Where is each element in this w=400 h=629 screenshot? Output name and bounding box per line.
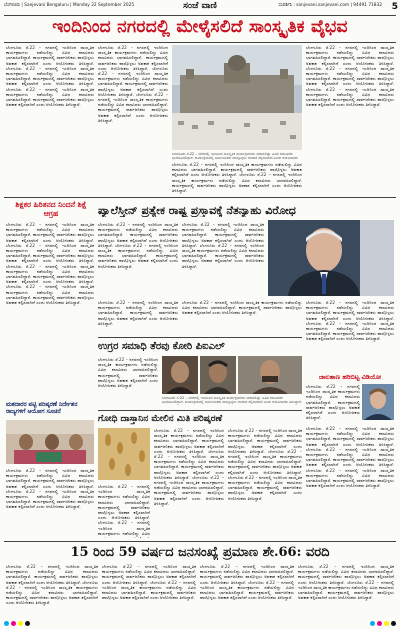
left-mid-text-1: ಬೆಂಗಳೂರು ಸೆ.22 – ನಗರದಲ್ಲಿ ಇಂದಿನಿಂದ ಸಾಂಸ್ಕೃತಿಕ ಕಾರ್ಯಕ್ರಮಗಳು ನಡೆಯಲಿದ್ದು ವಿವಿಧ ಕಲಾವಿದರು ಭಾಗವಹಿಸಲಿದ್ದಾರೆ. ಕಾರ್ಯಕ್ರಮದಲ್ಲಿ ಸಾರ್ವಜನಿಕರು ಪಾಲ್ಗೊಳ್ಳಲು ಅವಕಾಶ ಕಲ್ಪಿಸಲಾಗಿದೆ ಎಂದು ಆಯೋಜಕರು ತಿಳಿಸಿದ್ದಾರೆ. (6, 222, 94, 243)
lead-text-4c: ಬೆಂಗಳೂರು ಸೆ.22 – ನಗರದಲ್ಲಿ ಇಂದಿನಿಂದ ಸಾಂಸ್ಕೃತಿಕ ಕಾರ್ಯಕ್ರಮಗಳು ನಡೆಯಲಿದ್ದು ವಿವಿಧ ಕಲಾವಿದರು ಭಾಗವಹಿಸಲಿದ್ದಾರೆ. ಕಾರ್ಯಕ್ರಮದಲ್ಲಿ ಸಾರ್ವಜನಿಕರು ಪಾಲ್ಗೊಳ್ಳಲು ಅವಕಾಶ ಕಲ್ಪಿಸಲಾಗಿದೆ ಎಂದು ಆಯೋಜಕರು ತಿಳಿಸಿದ್ದಾರೆ. (306, 86, 394, 108)
section-rule-4 (4, 541, 396, 542)
face-2-illustration (200, 356, 236, 394)
bottom-text-2 (102, 564, 196, 618)
lead-text-3: ಬೆಂಗಳೂರು ಸೆ.22 – ನಗರದಲ್ಲಿ ಇಂದಿನಿಂದ ಸಾಂಸ್ಕೃತಿಕ ಕಾರ್ಯಕ್ರಮಗಳು ನಡೆಯಲಿದ್ದು ವಿವಿಧ ಕಲಾವಿದರು ಭಾಗವಹಿಸಲಿದ್ದಾರೆ. ಕಾರ್ಯಕ್ರಮದಲ್ಲಿ ಸಾರ್ವಜನಿಕರು ಪಾಲ್ಗೊಳ್ಳಲು ಅವಕಾಶ ಕಲ್ಪಿಸಲಾಗಿದೆ ಎಂದು ಆಯೋಜಕರು ತಿಳಿಸಿದ್ದಾರೆ. (172, 162, 302, 178)
cyan-mark (4, 621, 9, 626)
samadhi-photo-2 (200, 356, 236, 394)
right-low-text-2c: ಬೆಂಗಳೂರು ಸೆ.22 – ನಗರದಲ್ಲಿ ಇಂದಿನಿಂದ ಸಾಂಸ್ಕೃತಿಕ ಕಾರ್ಯಕ್ರಮಗಳು ನಡೆಯಲಿದ್ದು ವಿವಿಧ ಕಲಾವಿದರು ಭಾಗವಹಿಸಲಿದ್ದಾರೆ. ಕಾರ್ಯಕ್ರಮದಲ್ಲಿ ಸಾರ್ವಜನಿಕರು ಪಾಲ್ಗೊಳ್ಳಲು ಅವಕಾಶ ಕಲ್ಪಿಸಲಾಗಿದೆ ಎಂದು ಆಯೋಜಕರು ತಿಳಿಸಿದ್ದಾರೆ. (306, 467, 394, 489)
bottom-text-2a: ಬೆಂಗಳೂರು ಸೆ.22 – ನಗರದಲ್ಲಿ ಇಂದಿನಿಂದ ಸಾಂಸ್ಕೃತಿಕ ಕಾರ್ಯಕ್ರಮಗಳು ನಡೆಯಲಿದ್ದು ವಿವಿಧ ಕಲಾವಿದರು ಭಾಗವಹಿಸಲಿದ್ದಾರೆ. ಕಾರ್ಯಕ್ರಮದಲ್ಲಿ ಸಾರ್ವಜನಿಕರು ಪಾಲ್ಗೊಳ್ಳಲು ಅವಕಾಶ ಕಲ್ಪಿಸಲಾಗಿದೆ ಎಂದು ಆಯೋಜಕರು ತಿಳಿಸಿದ್ದಾರೆ. (102, 564, 196, 585)
palestine-text-2b: ಬೆಂಗಳೂರು ಸೆ.22 – ನಗರದಲ್ಲಿ ಇಂದಿನಿಂದ ಸಾಂಸ್ಕೃತಿಕ ಕಾರ್ಯಕ್ರಮಗಳು ನಡೆಯಲಿದ್ದು ವಿವಿಧ ಕಲಾವಿದರು ಭಾಗವಹಿಸಲಿದ್ದಾರೆ. ಕಾರ್ಯಕ್ರಮದಲ್ಲಿ ಸಾರ್ವಜನಿಕರು ಪಾಲ್ಗೊಳ್ಳಲು ಅವಕಾಶ ಕಲ್ಪಿಸಲಾಗಿದೆ ಎಂದು ಆಯೋಜಕರು ತಿಳಿಸಿದ್ದಾರೆ. (182, 242, 264, 269)
header-rule (4, 15, 396, 16)
godhi-text-1c: ಬೆಂಗಳೂರು ಸೆ.22 – ನಗರದಲ್ಲಿ ಇಂದಿನಿಂದ ಸಾಂಸ್ಕೃತಿಕ ಕಾರ್ಯಕ್ರಮಗಳು ನಡೆಯಲಿದ್ದು ವಿವಿಧ ಕಲಾವಿದರು ಭಾಗವಹಿಸಲಿದ್ದಾರೆ. ಕಾರ್ಯಕ್ರಮದಲ್ಲಿ ಸಾರ್ವಜನಿಕರು ಪಾಲ್ಗೊಳ್ಳಲು ಅವಕಾಶ ಕಲ್ಪಿಸಲಾಗಿದೆ ಎಂದು ಆಯೋಜಕರು ತಿಳಿಸಿದ್ದಾರೆ. (154, 474, 224, 506)
lead-story-text-col1 (6, 45, 94, 195)
palestine-text-col3 (182, 300, 302, 334)
samadhi-caption (162, 396, 302, 408)
right-low-photo (362, 384, 394, 420)
bottom-text-4a: ಬೆಂಗಳೂರು ಸೆ.22 – ನಗರದಲ್ಲಿ ಇಂದಿನಿಂದ ಸಾಂಸ್ಕೃತಿಕ ಕಾರ್ಯಕ್ರಮಗಳು ನಡೆಯಲಿದ್ದು ವಿವಿಧ ಕಲಾವಿದರು ಭಾಗವಹಿಸಲಿದ್ದಾರೆ. ಕಾರ್ಯಕ್ರಮದಲ್ಲಿ ಸಾರ್ವಜನಿಕರು ಪಾಲ್ಗೊಳ್ಳಲು ಅವಕಾಶ ಕಲ್ಪಿಸಲಾಗಿದೆ ಎಂದು ಆಯೋಜಕರು ತಿಳಿಸಿದ್ದಾರೆ. (298, 564, 394, 585)
godhi-text-3 (98, 484, 150, 538)
bottom-text-1a: ಬೆಂಗಳೂರು ಸೆ.22 – ನಗರದಲ್ಲಿ ಇಂದಿನಿಂದ ಸಾಂಸ್ಕೃತಿಕ ಕಾರ್ಯಕ್ರಮಗಳು ನಡೆಯಲಿದ್ದು ವಿವಿಧ ಕಲಾವಿದರು ಭಾಗವಹಿಸಲಿದ್ದಾರೆ. ಕಾರ್ಯಕ್ರಮದಲ್ಲಿ ಸಾರ್ವಜನಿಕರು ಪಾಲ್ಗೊಳ್ಳಲು ಅವಕಾಶ ಕಲ್ಪಿಸಲಾಗಿದೆ ಎಂದು ಆಯೋಜಕರು ತಿಳಿಸಿದ್ದಾರೆ. (6, 564, 98, 585)
palestine-headline: ಪ್ಯಾಲೆಸ್ತೀನ್ ಪ್ರತ್ಯೇಕ ರಾಷ್ಟ್ರ ಪ್ರಸ್ತಾವಕ್ಕೆ ನೆತನ್ಯಾಹು ವಿರೋಧ (98, 204, 296, 217)
wheat-photo (98, 428, 150, 480)
left-low-text-2: ಬೆಂಗಳೂರು ಸೆ.22 – ನಗರದಲ್ಲಿ ಇಂದಿನಿಂದ ಸಾಂಸ್ಕೃತಿಕ ಕಾರ್ಯಕ್ರಮಗಳು ನಡೆಯಲಿದ್ದು ವಿವಿಧ ಕಲಾವಿದರು ಭಾಗವಹಿಸಲಿದ್ದಾರೆ. ಕಾರ್ಯಕ್ರಮದಲ್ಲಿ ಸಾರ್ವಜನಿಕರು ಪಾಲ್ಗೊಳ್ಳಲು ಅವಕಾಶ ಕಲ್ಪಿಸಲಾಗಿದೆ ಎಂದು ಆಯೋಜಕರು ತಿಳಿಸಿದ್ದಾರೆ. (6, 488, 94, 510)
left-mid-headline: ಶಿಕ್ಷಕರ ಹಿರಿತನದ ನಿಂದನೆ ಶಿಕ್ಷೆ ಆಗ್ರಹ (15, 200, 87, 218)
godhi-text-3a: ಬೆಂಗಳೂರು ಸೆ.22 – ನಗರದಲ್ಲಿ ಇಂದಿನಿಂದ ಸಾಂಸ್ಕೃತಿಕ ಕಾರ್ಯಕ್ರಮಗಳು ನಡೆಯಲಿದ್ದು ವಿವಿಧ ಕಲಾವಿದರು ಭಾಗವಹಿಸಲಿದ್ದಾರೆ. ಕಾರ್ಯಕ್ರಮದಲ್ಲಿ ಸಾರ್ವಜನಿಕರು ಪಾಲ್ಗೊಳ್ಳಲು ಅವಕಾಶ ಕಲ್ಪಿಸಲಾಗಿದೆ ಎಂದು ಆಯೋಜಕರು ತಿಳಿಸಿದ್ದಾರೆ. (98, 484, 150, 521)
section-rule-2 (98, 337, 302, 338)
magenta-mark (11, 621, 16, 626)
lead-text-1b: ಬೆಂಗಳೂರು ಸೆ.22 – ನಗರದಲ್ಲಿ ಇಂದಿನಿಂದ ಸಾಂಸ್ಕೃತಿಕ ಕಾರ್ಯಕ್ರಮಗಳು ನಡೆಯಲಿದ್ದು ವಿವಿಧ ಕಲಾವಿದರು ಭಾಗವಹಿಸಲಿದ್ದಾರೆ. ಕಾರ್ಯಕ್ರಮದಲ್ಲಿ ಸಾರ್ವಜನಿಕರು ಪಾಲ್ಗೊಳ್ಳಲು ಅವಕಾಶ ಕಲ್ಪಿಸಲಾಗಿದೆ ಎಂದು ಆಯೋಜಕರು ತಿಳಿಸಿದ್ದಾರೆ. (6, 65, 94, 87)
banner-rule (4, 42, 396, 43)
yellow-mark (18, 621, 23, 626)
left-mid-text-2: ಬೆಂಗಳೂರು ಸೆ.22 – ನಗರದಲ್ಲಿ ಇಂದಿನಿಂದ ಸಾಂಸ್ಕೃತಿಕ ಕಾರ್ಯಕ್ರಮಗಳು ನಡೆಯಲಿದ್ದು ವಿವಿಧ ಕಲಾವಿದರು ಭಾಗವಹಿಸಲಿದ್ದಾರೆ. ಕಾರ್ಯಕ್ರಮದಲ್ಲಿ ಸಾರ್ವಜನಿಕರು ಪಾಲ್ಗೊಳ್ಳಲು ಅವಕಾಶ ಕಲ್ಪಿಸಲಾಗಿದೆ ಎಂದು ಆಯೋಜಕರು ತಿಳಿಸಿದ್ದಾರೆ. (6, 242, 94, 264)
bottom-text-4 (298, 564, 394, 618)
bottom-text-3b: ಬೆಂಗಳೂರು ಸೆ.22 – ನಗರದಲ್ಲಿ ಇಂದಿನಿಂದ ಸಾಂಸ್ಕೃತಿಕ ಕಾರ್ಯಕ್ರಮಗಳು ನಡೆಯಲಿದ್ದು ವಿವಿಧ ಕಲಾವಿದರು ಭಾಗವಹಿಸಲಿದ್ದಾರೆ. ಕಾರ್ಯಕ್ರಮದಲ್ಲಿ ಸಾರ್ವಜನಿಕರು ಪಾಲ್ಗೊಳ್ಳಲು ಅವಕಾಶ ಕಲ್ಪಿಸಲಾಗಿದೆ ಎಂದು ಆಯೋಜಕರು ತಿಳಿಸಿದ್ದಾರೆ. (200, 579, 294, 601)
samadhi-text (98, 357, 158, 407)
godhi-text-1 (154, 428, 224, 538)
portrait-illustration (268, 220, 394, 296)
palestine-text-col1b (98, 300, 178, 334)
palestine-text-4b: ಬೆಂಗಳೂರು ಸೆ.22 – ನಗರದಲ್ಲಿ ಇಂದಿನಿಂದ ಸಾಂಸ್ಕೃತಿಕ ಕಾರ್ಯಕ್ರಮಗಳು ನಡೆಯಲಿದ್ದು ವಿವಿಧ ಕಲಾವಿದರು ಭಾಗವಹಿಸಲಿದ್ದಾರೆ. ಕಾರ್ಯಕ್ರಮದಲ್ಲಿ ಸಾರ್ವಜನಿಕರು ಪಾಲ್ಗೊಳ್ಳಲು ಅವಕಾಶ ಕಲ್ಪಿಸಲಾಗಿದೆ ಎಂದು ಆಯೋಜಕರು ತಿಳಿಸಿದ್ದಾರೆ. (306, 320, 394, 342)
palestine-text-4: ಬೆಂಗಳೂರು ಸೆ.22 – ನಗರದಲ್ಲಿ ಇಂದಿನಿಂದ ಸಾಂಸ್ಕೃತಿಕ ಕಾರ್ಯಕ್ರಮಗಳು ನಡೆಯಲಿದ್ದು ವಿವಿಧ ಕಲಾವಿದರು ಭಾಗವಹಿಸಲಿದ್ದಾರೆ. ಕಾರ್ಯಕ್ರಮದಲ್ಲಿ ಸಾರ್ವಜನಿಕರು ಪಾಲ್ಗೊಳ್ಳಲು ಅವಕಾಶ ಕಲ್ಪಿಸಲಾಗಿದೆ ಎಂದು ಆಯೋಜಕರು ತಿಳಿಸಿದ್ದಾರೆ. (306, 300, 394, 321)
lead-text-2c: ಬೆಂಗಳೂರು ಸೆ.22 – ನಗರದಲ್ಲಿ ಇಂದಿನಿಂದ ಸಾಂಸ್ಕೃತಿಕ ಕಾರ್ಯಕ್ರಮಗಳು ನಡೆಯಲಿದ್ದು ವಿವಿಧ ಕಲಾವಿದರು ಭಾಗವಹಿಸಲಿದ್ದಾರೆ. ಕಾರ್ಯಕ್ರಮದಲ್ಲಿ ಸಾರ್ವಜನಿಕರು ಪಾಲ್ಗೊಳ್ಳಲು ಅವಕಾಶ ಕಲ್ಪಿಸಲಾಗಿದೆ ಎಂದು ಆಯೋಜಕರು ತಿಳಿಸಿದ್ದಾರೆ. (98, 91, 168, 123)
godhi-text-2a: ಬೆಂಗಳೂರು ಸೆ.22 – ನಗರದಲ್ಲಿ ಇಂದಿನಿಂದ ಸಾಂಸ್ಕೃತಿಕ ಕಾರ್ಯಕ್ರಮಗಳು ನಡೆಯಲಿದ್ದು ವಿವಿಧ ಕಲಾವಿದರು ಭಾಗವಹಿಸಲಿದ್ದಾರೆ. ಕಾರ್ಯಕ್ರಮದಲ್ಲಿ ಸಾರ್ವಜನಿಕರು ಪಾಲ್ಗೊಳ್ಳಲು ಅವಕಾಶ ಕಲ್ಪಿಸಲಾಗಿದೆ ಎಂದು ಆಯೋಜಕರು ತಿಳಿಸಿದ್ದಾರೆ. (228, 428, 302, 454)
godhi-headline: ಗೋಧಿ ದಾಸ್ತಾನಿನ ಮೇಲಿನ ಮಿತಿ ಪರಿಷ್ಕರಣೆ (98, 414, 223, 424)
palestine-text-3: ಬೆಂಗಳೂರು ಸೆ.22 – ನಗರದಲ್ಲಿ ಇಂದಿನಿಂದ ಸಾಂಸ್ಕೃತಿಕ ಕಾರ್ಯಕ್ರಮಗಳು ನಡೆಯಲಿದ್ದು ವಿವಿಧ ಕಲಾವಿದರು ಭಾಗವಹಿಸಲಿದ್ದಾರೆ. ಕಾರ್ಯಕ್ರಮದಲ್ಲಿ ಸಾರ್ವಜನಿಕರು ಪಾಲ್ಗೊಳ್ಳಲು ಅವಕಾಶ ಕಲ್ಪಿಸಲಾಗಿದೆ ಎಂದು ಆಯೋಜಕರು ತಿಳಿಸಿದ್ದಾರೆ. (182, 300, 302, 316)
lead-text-4: ಬೆಂಗಳೂರು ಸೆ.22 – ನಗರದಲ್ಲಿ ಇಂದಿನಿಂದ ಸಾಂಸ್ಕೃತಿಕ ಕಾರ್ಯಕ್ರಮಗಳು ನಡೆಯಲಿದ್ದು ವಿವಿಧ ಕಲಾವಿದರು ಭಾಗವಹಿಸಲಿದ್ದಾರೆ. ಕಾರ್ಯಕ್ರಮದಲ್ಲಿ ಸಾರ್ವಜನಿಕರು ಪಾಲ್ಗೊಳ್ಳಲು ಅವಕಾಶ ಕಲ್ಪಿಸಲಾಗಿದೆ ಎಂದು ಆಯೋಜಕರು ತಿಳಿಸಿದ್ದಾರೆ. (306, 45, 394, 66)
bottom-text-3a: ಬೆಂಗಳೂರು ಸೆ.22 – ನಗರದಲ್ಲಿ ಇಂದಿನಿಂದ ಸಾಂಸ್ಕೃತಿಕ ಕಾರ್ಯಕ್ರಮಗಳು ನಡೆಯಲಿದ್ದು ವಿವಿಧ ಕಲಾವಿದರು ಭಾಗವಹಿಸಲಿದ್ದಾರೆ. ಕಾರ್ಯಕ್ರಮದಲ್ಲಿ ಸಾರ್ವಜನಿಕರು ಪಾಲ್ಗೊಳ್ಳಲು ಅವಕಾಶ ಕಲ್ಪಿಸಲಾಗಿದೆ ಎಂದು ಆಯೋಜಕರು ತಿಳಿಸಿದ್ದಾರೆ. (200, 564, 294, 585)
palestine-text-col2 (182, 222, 264, 298)
left-mid-text (6, 222, 94, 398)
lead-text-3b: ಬೆಂಗಳೂರು ಸೆ.22 – ನಗರದಲ್ಲಿ ಇಂದಿನಿಂದ ಸಾಂಸ್ಕೃತಿಕ ಕಾರ್ಯಕ್ರಮಗಳು ನಡೆಯಲಿದ್ದು ವಿವಿಧ ಕಲಾವಿದರು ಭಾಗವಹಿಸಲಿದ್ದಾರೆ. ಕಾರ್ಯಕ್ರಮದಲ್ಲಿ ಸಾರ್ವಜನಿಕರು ಪಾಲ್ಗೊಳ್ಳಲು ಅವಕಾಶ ಕಲ್ಪಿಸಲಾಗಿದೆ ಎಂದು ಆಯೋಜಕರು ತಿಳಿಸಿದ್ದಾರೆ. (172, 172, 302, 194)
godhi-text-2 (228, 428, 302, 538)
face-4-illustration (362, 384, 394, 420)
masthead: ಸಂಜೆ ವಾಣಿ (183, 1, 217, 11)
godhi-text-3b: ಬೆಂಗಳೂರು ಸೆ.22 – ನಗರದಲ್ಲಿ ಇಂದಿನಿಂದ ಸಾಂಸ್ಕೃತಿಕ ಕಾರ್ಯಕ್ರಮಗಳು ನಡೆಯಲಿದ್ದು ವಿವಿಧ (98, 520, 150, 536)
bottom-text-1 (6, 564, 98, 618)
section-rule-1 (4, 197, 396, 198)
lead-story-text-col2 (98, 45, 168, 195)
lead-text-2: ಬೆಂಗಳೂರು ಸೆ.22 – ನಗರದಲ್ಲಿ ಇಂದಿನಿಂದ ಸಾಂಸ್ಕೃತಿಕ ಕಾರ್ಯಕ್ರಮಗಳು ನಡೆಯಲಿದ್ದು ವಿವಿಧ ಕಲಾವಿದರು ಭಾಗವಹಿಸಲಿದ್ದಾರೆ. ಕಾರ್ಯಕ್ರಮದಲ್ಲಿ ಸಾರ್ವಜನಿಕರು ಪಾಲ್ಗೊಳ್ಳಲು ಅವಕಾಶ ಕಲ್ಪಿಸಲಾಗಿದೆ ಎಂದು ಆಯೋಜಕರು ತಿಳಿಸಿದ್ದಾರೆ. (98, 45, 168, 71)
black-mark (25, 621, 30, 626)
right-low-text-2 (306, 426, 394, 538)
palestine-text-2: ಬೆಂಗಳೂರು ಸೆ.22 – ನಗರದಲ್ಲಿ ಇಂದಿನಿಂದ ಸಾಂಸ್ಕೃತಿಕ ಕಾರ್ಯಕ್ರಮಗಳು ನಡೆಯಲಿದ್ದು ವಿವಿಧ ಕಲಾವಿದರು ಭಾಗವಹಿಸಲಿದ್ದಾರೆ. ಕಾರ್ಯಕ್ರಮದಲ್ಲಿ ಸಾರ್ವಜನಿಕರು ಪಾಲ್ಗೊಳ್ಳಲು ಅವಕಾಶ ಕಲ್ಪಿಸಲಾಗಿದೆ ಎಂದು ಆಯೋಜಕರು ತಿಳಿಸಿದ್ದಾರೆ. (182, 222, 264, 248)
yellow-mark-right (384, 621, 389, 626)
samadhi-text-1: ಬೆಂಗಳೂರು ಸೆ.22 – ನಗರದಲ್ಲಿ ಇಂದಿನಿಂದ ಸಾಂಸ್ಕೃತಿಕ ಕಾರ್ಯಕ್ರಮಗಳು ನಡೆಯಲಿದ್ದು ವಿವಿಧ ಕಲಾವಿದರು ಭಾಗವಹಿಸಲಿದ್ದಾರೆ. ಕಾರ್ಯಕ್ರಮದಲ್ಲಿ ಸಾರ್ವಜನಿಕರು ಪಾಲ್ಗೊಳ್ಳಲು ಅವಕಾಶ ಕಲ್ಪಿಸಲಾಗಿದೆ ಎಂದು ಆಯೋಜಕರು ತಿಳಿಸಿದ್ದಾರೆ. (98, 357, 158, 389)
samadhi-caption-text: ಬೆಂಗಳೂರು ಸೆ.22 – ನಗರದಲ್ಲಿ ಇಂದಿನಿಂದ ಸಾಂಸ್ಕೃತಿಕ ಕಾರ್ಯಕ್ರಮಗಳು ನಡೆಯಲಿದ್ದು ವಿವಿಧ ಕಲಾವಿದರು ಭಾಗವಹಿಸಲಿದ್ದಾರೆ. ಕಾರ್ಯಕ್ರಮದಲ್ಲಿ ಸಾರ್ವಜನಿಕರು ಪಾಲ್ಗೊಳ್ಳಲು ಅವಕಾಶ ಕಲ್ಪಿಸಲಾಗಿದೆ ಎಂದು ಆಯೋಜಕರು ತಿಳಿಸಿದ್ದಾರೆ. (162, 396, 302, 405)
left-mid-text-3: ಬೆಂಗಳೂರು ಸೆ.22 – ನಗರದಲ್ಲಿ ಇಂದಿನಿಂದ ಸಾಂಸ್ಕೃತಿಕ ಕಾರ್ಯಕ್ರಮಗಳು ನಡೆಯಲಿದ್ದು ವಿವಿಧ ಕಲಾವಿದರು ಭಾಗವಹಿಸಲಿದ್ದಾರೆ. ಕಾರ್ಯಕ್ರಮದಲ್ಲಿ ಸಾರ್ವಜನಿಕರು ಪಾಲ್ಗೊಳ್ಳಲು ಅವಕಾಶ ಕಲ್ಪಿಸಲಾಗಿದೆ ಎಂದು ಆಯೋಜಕರು ತಿಳಿಸಿದ್ದಾರೆ. (6, 263, 94, 285)
right-low-text-1 (306, 384, 360, 424)
section-rule-3 (98, 410, 302, 411)
left-low-text (6, 468, 94, 538)
godhi-text-2b: ಬೆಂಗಳೂರು ಸೆ.22 – ನಗರದಲ್ಲಿ ಇಂದಿನಿಂದ ಸಾಂಸ್ಕೃತಿಕ ಕಾರ್ಯಕ್ರಮಗಳು ನಡೆಯಲಿದ್ದು ವಿವಿಧ ಕಲಾವಿದರು ಭಾಗವಹಿಸಲಿದ್ದಾರೆ. ಕಾರ್ಯಕ್ರಮದಲ್ಲಿ ಸಾರ್ವಜನಿಕರು ಪಾಲ್ಗೊಳ್ಳಲು ಅವಕಾಶ ಕಲ್ಪಿಸಲಾಗಿದೆ ಎಂದು ಆಯೋಜಕರು ತಿಳಿಸಿದ್ದಾರೆ. (228, 448, 302, 475)
header-left-text: ಬೆಂಗಳೂರು | Sanjevani Bengaluru | Monday 22 September 2025 (4, 3, 135, 8)
right-low-headline: ಜಾಲತಾಣ ಹರಿಬಿಟ್ಟ ವಿಡಿಯೋ (318, 373, 382, 381)
voter-list-photo (6, 420, 94, 464)
right-low-text-2b: ಬೆಂಗಳೂರು ಸೆ.22 – ನಗರದಲ್ಲಿ ಇಂದಿನಿಂದ ಸಾಂಸ್ಕೃತಿಕ ಕಾರ್ಯಕ್ರಮಗಳು ನಡೆಯಲಿದ್ದು ವಿವಿಧ ಕಲಾವಿದರು ಭಾಗವಹಿಸಲಿದ್ದಾರೆ. ಕಾರ್ಯಕ್ರಮದಲ್ಲಿ ಸಾರ್ವಜನಿಕರು ಪಾಲ್ಗೊಳ್ಳಲು ಅವಕಾಶ ಕಲ್ಪಿಸಲಾಗಿದೆ ಎಂದು ಆಯೋಜಕರು ತಿಳಿಸಿದ್ದಾರೆ. (306, 446, 394, 468)
palace-photo (172, 45, 302, 150)
godhi-text-1b: ಬೆಂಗಳೂರು ಸೆ.22 – ನಗರದಲ್ಲಿ ಇಂದಿನಿಂದ ಸಾಂಸ್ಕೃತಿಕ ಕಾರ್ಯಕ್ರಮಗಳು ನಡೆಯಲಿದ್ದು ವಿವಿಧ ಕಲಾವಿದರು ಭಾಗವಹಿಸಲಿದ್ದಾರೆ. ಕಾರ್ಯಕ್ರಮದಲ್ಲಿ ಸಾರ್ವಜನಿಕರು ಪಾಲ್ಗೊಳ್ಳಲು ಅವಕಾಶ ಕಲ್ಪಿಸಲಾಗಿದೆ ಎಂದು ಆಯೋಜಕರು ತಿಳಿಸಿದ್ದಾರೆ. (154, 448, 224, 480)
palace-caption-text: ಬೆಂಗಳೂರು ಸೆ.22 – ನಗರದಲ್ಲಿ ಇಂದಿನಿಂದ ಸಾಂಸ್ಕೃತಿಕ ಕಾರ್ಯಕ್ರಮಗಳು ನಡೆಯಲಿದ್ದು ವಿವಿಧ ಕಲಾವಿದರು ಭಾಗವಹಿಸಲಿದ್ದಾರೆ. ಕಾರ್ಯಕ್ರಮದಲ್ಲಿ ಸಾರ್ವಜನಿಕರು ಪಾಲ್ಗೊಳ್ಳಲು ಅವಕಾಶ ಕಲ್ಪಿಸಲಾಗಿದೆ ಎಂದು ಆಯೋಜಕರು (172, 152, 298, 160)
magenta-mark-right (377, 621, 382, 626)
lead-story-text-col4 (306, 45, 394, 195)
bottom-text-3 (200, 564, 294, 618)
face-3-illustration (238, 356, 302, 394)
page-number: 5 (391, 2, 398, 12)
registration-marks (4, 621, 396, 627)
samadhi-photo-3 (238, 356, 302, 394)
palestine-text-1b: ಬೆಂಗಳೂರು ಸೆ.22 – ನಗರದಲ್ಲಿ ಇಂದಿನಿಂದ ಸಾಂಸ್ಕೃತಿಕ ಕಾರ್ಯಕ್ರಮಗಳು ನಡೆಯಲಿದ್ದು ವಿವಿಧ ಕಲಾವಿದರು ಭಾಗವಹಿಸಲಿದ್ದಾರೆ. ಕಾರ್ಯಕ್ರಮದಲ್ಲಿ ಸಾರ್ವಜನಿಕರು ಪಾಲ್ಗೊಳ್ಳಲು ಅವಕಾಶ ಕಲ್ಪಿಸಲಾಗಿದೆ ಎಂದು ಆಯೋಜಕರು ತಿಳಿಸಿದ್ದಾರೆ. (98, 242, 178, 269)
palace-illustration (172, 45, 302, 150)
palestine-text-1: ಬೆಂಗಳೂರು ಸೆ.22 – ನಗರದಲ್ಲಿ ಇಂದಿನಿಂದ ಸಾಂಸ್ಕೃತಿಕ ಕಾರ್ಯಕ್ರಮಗಳು ನಡೆಯಲಿದ್ದು ವಿವಿಧ ಕಲಾವಿದರು ಭಾಗವಹಿಸಲಿದ್ದಾರೆ. ಕಾರ್ಯಕ್ರಮದಲ್ಲಿ ಸಾರ್ವಜನಿಕರು ಪಾಲ್ಗೊಳ್ಳಲು ಅವಕಾಶ ಕಲ್ಪಿಸಲಾಗಿದೆ ಎಂದು ಆಯೋಜಕರು ತಿಳಿಸಿದ್ದಾರೆ. (98, 222, 178, 248)
palestine-text-col4 (306, 300, 394, 370)
cyan-mark-right (370, 621, 375, 626)
left-low-headline: ಮತದಾರರ ಪಟ್ಟಿ ಪರಿಷ್ಕರಣೆ ನಿರ್ದೇಶನ ರಾಜ್ಯಗಳಿಗೆ ಆಯೋಗ ಸೂಚನೆ (6, 402, 78, 416)
bottom-headline: 15 ರಿಂದ 59 ವರ್ಷದ ಜನಸಂಖ್ಯೆ ಪ್ರಮಾಣ ಶೇ.66: ವರದಿ (70, 545, 330, 560)
palestine-text-col1 (98, 222, 178, 298)
left-low-text-1: ಬೆಂಗಳೂರು ಸೆ.22 – ನಗರದಲ್ಲಿ ಇಂದಿನಿಂದ ಸಾಂಸ್ಕೃತಿಕ ಕಾರ್ಯಕ್ರಮಗಳು ನಡೆಯಲಿದ್ದು ವಿವಿಧ ಕಲಾವಿದರು ಭಾಗವಹಿಸಲಿದ್ದಾರೆ. ಕಾರ್ಯಕ್ರಮದಲ್ಲಿ ಸಾರ್ವಜನಿಕರು ಪಾಲ್ಗೊಳ್ಳಲು ಅವಕಾಶ ಕಲ್ಪಿಸಲಾಗಿದೆ ಎಂದು ಆಯೋಜಕರು ತಿಳಿಸಿದ್ದಾರೆ. (6, 468, 94, 489)
wheat-illustration (98, 428, 150, 480)
samadhi-photo-1 (162, 356, 198, 394)
palace-caption (172, 152, 302, 160)
bottom-text-2b: ಬೆಂಗಳೂರು ಸೆ.22 – ನಗರದಲ್ಲಿ ಇಂದಿನಿಂದ ಸಾಂಸ್ಕೃತಿಕ ಕಾರ್ಯಕ್ರಮಗಳು ನಡೆಯಲಿದ್ದು ವಿವಿಧ ಕಲಾವಿದರು ಭಾಗವಹಿಸಲಿದ್ದಾರೆ. ಕಾರ್ಯಕ್ರಮದಲ್ಲಿ ಸಾರ್ವಜನಿಕರು ಪಾಲ್ಗೊಳ್ಳಲು ಅವಕಾಶ ಕಲ್ಪಿಸಲಾಗಿದೆ ಎಂದು ಆಯೋಜಕರು ತಿಳಿಸಿದ್ದಾರೆ. (102, 579, 196, 601)
lead-text-1: ಬೆಂಗಳೂರು ಸೆ.22 – ನಗರದಲ್ಲಿ ಇಂದಿನಿಂದ ಸಾಂಸ್ಕೃತಿಕ ಕಾರ್ಯಕ್ರಮಗಳು ನಡೆಯಲಿದ್ದು ವಿವಿಧ ಕಲಾವಿದರು ಭಾಗವಹಿಸಲಿದ್ದಾರೆ. ಕಾರ್ಯಕ್ರಮದಲ್ಲಿ ಸಾರ್ವಜನಿಕರು ಪಾಲ್ಗೊಳ್ಳಲು ಅವಕಾಶ ಕಲ್ಪಿಸಲಾಗಿದೆ ಎಂದು ಆಯೋಜಕರು ತಿಳಿಸಿದ್ದಾರೆ. (6, 45, 94, 66)
voters-illustration (6, 420, 94, 464)
right-low-text-1a: ಬೆಂಗಳೂರು ಸೆ.22 – ನಗರದಲ್ಲಿ ಇಂದಿನಿಂದ ಸಾಂಸ್ಕೃತಿಕ ಕಾರ್ಯಕ್ರಮಗಳು ನಡೆಯಲಿದ್ದು ವಿವಿಧ ಕಲಾವಿದರು ಭಾಗವಹಿಸಲಿದ್ದಾರೆ. ಕಾರ್ಯಕ್ರಮದಲ್ಲಿ ಸಾರ್ವಜನಿಕರು ಪಾಲ್ಗೊಳ್ಳಲು ಅವಕಾಶ ಕಲ್ಪಿಸಲಾಗಿದೆ ಎಂದು ಆಯೋಜಕರು ತಿಳಿಸಿದ್ದಾರೆ. (306, 384, 360, 421)
lead-story-text-col3 (172, 162, 302, 194)
samadhi-headline: ಉಗ್ರರ ಸಮಾಧಿ ತೆರವು ಕೋರಿ ಪಿಐಎಲ್ (98, 341, 225, 352)
godhi-text-2c: ಬೆಂಗಳೂರು ಸೆ.22 – ನಗರದಲ್ಲಿ ಇಂದಿನಿಂದ ಸಾಂಸ್ಕೃತಿಕ ಕಾರ್ಯಕ್ರಮಗಳು ನಡೆಯಲಿದ್ದು ವಿವಿಧ ಕಲಾವಿದರು ಭಾಗವಹಿಸಲಿದ್ದಾರೆ. ಕಾರ್ಯಕ್ರಮದಲ್ಲಿ ಸಾರ್ವಜನಿಕರು ಪಾಲ್ಗೊಳ್ಳಲು ಅವಕಾಶ ಕಲ್ಪಿಸಲಾಗಿದೆ ಎಂದು ಆಯೋಜಕರು ತಿಳಿಸಿದ್ದಾರೆ. (228, 474, 302, 501)
lead-text-1c: ಬೆಂಗಳೂರು ಸೆ.22 – ನಗರದಲ್ಲಿ ಇಂದಿನಿಂದ ಸಾಂಸ್ಕೃತಿಕ ಕಾರ್ಯಕ್ರಮಗಳು ನಡೆಯಲಿದ್ದು ವಿವಿಧ ಕಲಾವಿದರು ಭಾಗವಹಿಸಲಿದ್ದಾರೆ. ಕಾರ್ಯಕ್ರಮದಲ್ಲಿ ಸಾರ್ವಜನಿಕರು ಪಾಲ್ಗೊಳ್ಳಲು ಅವಕಾಶ ಕಲ್ಪಿಸಲಾಗಿದೆ ಎಂದು ಆಯೋಜಕರು ತಿಳಿಸಿದ್ದಾರೆ. (6, 86, 94, 108)
netanyahu-photo (268, 220, 394, 296)
godhi-text-1a: ಬೆಂಗಳೂರು ಸೆ.22 – ನಗರದಲ್ಲಿ ಇಂದಿನಿಂದ ಸಾಂಸ್ಕೃತಿಕ ಕಾರ್ಯಕ್ರಮಗಳು ನಡೆಯಲಿದ್ದು ವಿವಿಧ ಕಲಾವಿದರು ಭಾಗವಹಿಸಲಿದ್ದಾರೆ. ಕಾರ್ಯಕ್ರಮದಲ್ಲಿ ಸಾರ್ವಜನಿಕರು ಪಾಲ್ಗೊಳ್ಳಲು ಅವಕಾಶ ಕಲ್ಪಿಸಲಾಗಿದೆ ಎಂದು ಆಯೋಜಕರು ತಿಳಿಸಿದ್ದಾರೆ. (154, 428, 224, 454)
lead-text-4b: ಬೆಂಗಳೂರು ಸೆ.22 – ನಗರದಲ್ಲಿ ಇಂದಿನಿಂದ ಸಾಂಸ್ಕೃತಿಕ ಕಾರ್ಯಕ್ರಮಗಳು ನಡೆಯಲಿದ್ದು ವಿವಿಧ ಕಲಾವಿದರು ಭಾಗವಹಿಸಲಿದ್ದಾರೆ. ಕಾರ್ಯಕ್ರಮದಲ್ಲಿ ಸಾರ್ವಜನಿಕರು ಪಾಲ್ಗೊಳ್ಳಲು ಅವಕಾಶ ಕಲ್ಪಿಸಲಾಗಿದೆ ಎಂದು ಆಯೋಜಕರು ತಿಳಿಸಿದ್ದಾರೆ. (306, 65, 394, 87)
palestine-text-5: ಬೆಂಗಳೂರು ಸೆ.22 – ನಗರದಲ್ಲಿ ಇಂದಿನಿಂದ ಸಾಂಸ್ಕೃತಿಕ ಕಾರ್ಯಕ್ರಮಗಳು ನಡೆಯಲಿದ್ದು ವಿವಿಧ ಕಲಾವಿದರು ಭಾಗವಹಿಸಲಿದ್ದಾರೆ. ಕಾರ್ಯಕ್ರಮದಲ್ಲಿ ಸಾರ್ವಜನಿಕರು ಪಾಲ್ಗೊಳ್ಳಲು ಅವಕಾಶ ಕಲ್ಪಿಸಲಾಗಿದೆ ಎಂದು ಆಯೋಜಕರು ತಿಳಿಸಿದ್ದಾರೆ. (98, 300, 178, 326)
lead-text-2b: ಬೆಂಗಳೂರು ಸೆ.22 – ನಗರದಲ್ಲಿ ಇಂದಿನಿಂದ ಸಾಂಸ್ಕೃತಿಕ ಕಾರ್ಯಕ್ರಮಗಳು ನಡೆಯಲಿದ್ದು ವಿವಿಧ ಕಲಾವಿದರು ಭಾಗವಹಿಸಲಿದ್ದಾರೆ. ಕಾರ್ಯಕ್ರಮದಲ್ಲಿ ಸಾರ್ವಜನಿಕರು ಪಾಲ್ಗೊಳ್ಳಲು ಅವಕಾಶ ಕಲ್ಪಿಸಲಾಗಿದೆ ಎಂದು ಆಯೋಜಕರು ತಿಳಿಸಿದ್ದಾರೆ. (98, 65, 168, 97)
right-low-text-2a: ಬೆಂಗಳೂರು ಸೆ.22 – ನಗರದಲ್ಲಿ ಇಂದಿನಿಂದ ಸಾಂಸ್ಕೃತಿಕ ಕಾರ್ಯಕ್ರಮಗಳು ನಡೆಯಲಿದ್ದು ವಿವಿಧ ಕಲಾವಿದರು ಭಾಗವಹಿಸಲಿದ್ದಾರೆ. ಕಾರ್ಯಕ್ರಮದಲ್ಲಿ ಸಾರ್ವಜನಿಕರು ಪಾಲ್ಗೊಳ್ಳಲು ಅವಕಾಶ ಕಲ್ಪಿಸಲಾಗಿದೆ ಎಂದು ಆಯೋಜಕರು ತಿಳಿಸಿದ್ದಾರೆ. (306, 426, 394, 447)
header-right-text: ಸಂಪರ್ಕಿಸಿ : sanjevani.sanjevani.com | 94491 71832 (278, 3, 382, 8)
banner-headline: ಇಂದಿನಿಂದ ನಗರದಲ್ಲಿ ಮೇಳೈಸಲಿದೆ ಸಾಂಸ್ಕೃತಿಕ ವೈಭವ (52, 17, 348, 37)
face-1-illustration (162, 356, 198, 394)
black-mark-right (391, 621, 396, 626)
bottom-text-1b: ಬೆಂಗಳೂರು ಸೆ.22 – ನಗರದಲ್ಲಿ ಇಂದಿನಿಂದ ಸಾಂಸ್ಕೃತಿಕ ಕಾರ್ಯಕ್ರಮಗಳು ನಡೆಯಲಿದ್ದು ವಿವಿಧ ಕಲಾವಿದರು ಭಾಗವಹಿಸಲಿದ್ದಾರೆ. ಕಾರ್ಯಕ್ರಮದಲ್ಲಿ ಸಾರ್ವಜನಿಕರು ಪಾಲ್ಗೊಳ್ಳಲು ಅವಕಾಶ ಕಲ್ಪಿಸಲಾಗಿದೆ ಎಂದು ಆಯೋಜಕರು ತಿಳಿಸಿದ್ದಾರೆ. (6, 579, 98, 606)
bottom-text-4b: ಬೆಂಗಳೂರು ಸೆ.22 – ನಗರದಲ್ಲಿ ಇಂದಿನಿಂದ ಸಾಂಸ್ಕೃತಿಕ ಕಾರ್ಯಕ್ರಮಗಳು ನಡೆಯಲಿದ್ದು ವಿವಿಧ ಕಲಾವಿದರು ಭಾಗವಹಿಸಲಿದ್ದಾರೆ. ಕಾರ್ಯಕ್ರಮದಲ್ಲಿ ಸಾರ್ವಜನಿಕರು ಪಾಲ್ಗೊಳ್ಳಲು ಅವಕಾಶ ಕಲ್ಪಿಸಲಾಗಿದೆ ಎಂದು ಆಯೋಜಕರು ತಿಳಿಸಿದ್ದಾರೆ. (298, 579, 394, 601)
left-mid-text-4: ಬೆಂಗಳೂರು ಸೆ.22 – ನಗರದಲ್ಲಿ ಇಂದಿನಿಂದ ಸಾಂಸ್ಕೃತಿಕ ಕಾರ್ಯಕ್ರಮಗಳು ನಡೆಯಲಿದ್ದು ವಿವಿಧ ಕಲಾವಿದರು ಭಾಗವಹಿಸಲಿದ್ದಾರೆ. ಕಾರ್ಯಕ್ರಮದಲ್ಲಿ ಸಾರ್ವಜನಿಕರು ಪಾಲ್ಗೊಳ್ಳಲು ಅವಕಾಶ ಕಲ್ಪಿಸಲಾಗಿದೆ ಎಂದು ಆಯೋಜಕರು ತಿಳಿಸಿದ್ದಾರೆ. (6, 284, 94, 306)
